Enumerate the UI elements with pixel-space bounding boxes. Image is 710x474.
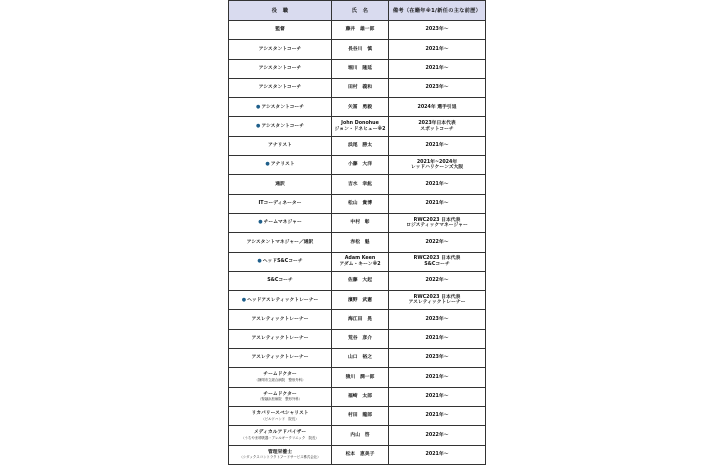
role-cell — [229, 175, 332, 194]
table-row — [229, 291, 486, 310]
role-cell — [229, 387, 332, 406]
name-cell — [332, 213, 389, 232]
role-affiliation: （シダックスコントラクトフードサービス株式会社） — [239, 455, 321, 460]
note-cell — [389, 59, 486, 78]
note-text: 2021年～ — [425, 451, 449, 457]
role-cell — [229, 252, 332, 271]
table-row — [229, 21, 486, 40]
note-text: ロジスティックマネージャー — [406, 223, 468, 229]
table-row — [229, 213, 486, 232]
role-label: アシスタントコーチ — [258, 46, 302, 52]
table-row — [229, 40, 486, 59]
staff-name: 松本 恵美子 — [345, 451, 375, 457]
role-cell — [229, 78, 332, 97]
table-header-row — [229, 1, 486, 21]
note-text: 2022年～ — [425, 432, 449, 438]
note-text: アスレティックトレーナー — [408, 300, 466, 306]
staff-table — [228, 0, 486, 465]
staff-name: 吉水 幸紘 — [348, 181, 372, 187]
note-text: 2023年～ — [425, 27, 449, 33]
table-row — [229, 406, 486, 425]
staff-name: 松山 貴博 — [348, 201, 372, 207]
note-text: 2021年～ — [425, 336, 449, 342]
name-cell — [332, 156, 389, 175]
name-cell — [332, 426, 389, 445]
name-cell — [332, 78, 389, 97]
staff-name: John Donohue — [341, 121, 379, 127]
note-cell — [389, 40, 486, 59]
note-cell — [389, 213, 486, 232]
name-cell — [332, 252, 389, 271]
role-label: アナリスト — [268, 143, 292, 149]
role-label: S&Cコーチ — [267, 278, 293, 284]
note-cell — [389, 156, 486, 175]
note-text: 2021年～ — [425, 143, 449, 149]
table-row — [229, 310, 486, 329]
role-cell — [229, 368, 332, 387]
staff-name: 長谷川 慎 — [348, 46, 372, 52]
staff-name: Adam Keen — [344, 256, 376, 262]
staff-table-body — [229, 21, 486, 465]
name-cell — [332, 194, 389, 213]
staff-name: 猿川 潤一郎 — [345, 374, 375, 380]
new-staff-marker: ● — [258, 219, 263, 226]
role-cell — [229, 349, 332, 368]
new-staff-marker: ● — [241, 296, 247, 303]
header-note: 備考（在籍年※1/新任の主な前歴） — [389, 1, 486, 21]
table-row — [229, 175, 486, 194]
name-cell — [332, 136, 389, 155]
role-label: アシスタントコーチ — [258, 65, 302, 71]
table-row — [229, 387, 486, 406]
role-label: ヘッドアスレティックトレーナー — [247, 297, 319, 303]
role-cell — [229, 233, 332, 252]
note-cell — [389, 98, 486, 117]
role-label: ITコーディネーター — [258, 201, 302, 207]
header-role: 役 職 — [229, 1, 332, 21]
new-staff-marker: ● — [265, 161, 270, 168]
note-text: 2021年～ — [425, 65, 449, 71]
name-cell — [332, 98, 389, 117]
role-cell — [229, 136, 332, 155]
staff-name: ジョン・ドネヒュー※2 — [334, 126, 386, 132]
role-label: アナリスト — [270, 162, 295, 168]
header-name: 氏 名 — [332, 1, 389, 21]
staff-name: 山口 裕之 — [348, 355, 372, 361]
role-affiliation: （聖隷浜松病院 整形外科） — [257, 397, 303, 402]
role-label: 管理栄養士 — [268, 449, 292, 455]
role-cell — [229, 21, 332, 40]
name-cell — [332, 21, 389, 40]
note-text: 2021年～ — [425, 201, 449, 207]
table-row — [229, 252, 486, 271]
name-cell — [332, 387, 389, 406]
note-cell — [389, 271, 486, 290]
role-label: 通訳 — [275, 181, 285, 187]
note-cell — [389, 194, 486, 213]
role-label: メディカルアドバイザー — [253, 430, 307, 436]
role-label: ヘッドS&Cコーチ — [262, 258, 303, 264]
role-label: アシスタントコーチ — [258, 85, 302, 91]
name-cell — [332, 445, 389, 464]
note-cell — [389, 175, 486, 194]
role-label: チームドクター — [263, 391, 297, 397]
table-row — [229, 194, 486, 213]
role-cell — [229, 271, 332, 290]
role-label: アシスタントコーチ — [261, 123, 305, 129]
note-text: 2021年~2024年 — [416, 159, 458, 165]
note-cell — [389, 21, 486, 40]
staff-name: 小藤 大洋 — [348, 162, 372, 168]
role-cell — [229, 291, 332, 310]
staff-name: 荒谷 彦介 — [348, 336, 372, 342]
table-row — [229, 136, 486, 155]
note-text: RWC2023 日本代表 — [413, 256, 461, 262]
note-text: 2023年～ — [425, 85, 449, 91]
name-cell — [332, 175, 389, 194]
role-cell — [229, 329, 332, 348]
role-label: 監督 — [275, 27, 285, 33]
note-text: 2021年～ — [425, 393, 449, 399]
note-cell — [389, 368, 486, 387]
role-label: チームマネジャー — [263, 220, 302, 226]
table-row — [229, 117, 486, 136]
table-row — [229, 233, 486, 252]
note-text: 2021年～ — [425, 181, 449, 187]
table-row — [229, 426, 486, 445]
table-row — [229, 156, 486, 175]
table-row — [229, 368, 486, 387]
table-row — [229, 59, 486, 78]
role-cell — [229, 445, 332, 464]
role-cell — [229, 59, 332, 78]
note-text: スポットコーチ — [420, 126, 454, 132]
note-text: レッドハリケーンズ大阪 — [410, 165, 464, 171]
note-cell — [389, 387, 486, 406]
note-text: 2023年日本代表 — [418, 121, 456, 127]
name-cell — [332, 233, 389, 252]
new-staff-marker: ● — [257, 257, 262, 264]
name-cell — [332, 368, 389, 387]
note-text: 2022年～ — [425, 278, 449, 284]
note-cell — [389, 117, 486, 136]
note-cell — [389, 291, 486, 310]
table-row — [229, 445, 486, 464]
name-cell — [332, 329, 389, 348]
staff-name: 濱野 武憲 — [348, 297, 372, 303]
note-cell — [389, 78, 486, 97]
name-cell — [332, 40, 389, 59]
staff-name: 赤松 魁 — [350, 239, 370, 245]
role-affiliation: （うちやま呼吸器・アレルギークリニック 院長） — [241, 435, 319, 440]
role-label: アスレティックトレーナー — [251, 355, 309, 361]
name-cell — [332, 271, 389, 290]
role-cell — [229, 213, 332, 232]
new-staff-marker: ● — [255, 103, 261, 110]
note-text: RWC2023 日本代表 — [413, 294, 461, 300]
note-cell — [389, 445, 486, 464]
table-row — [229, 349, 486, 368]
name-cell — [332, 310, 389, 329]
role-cell — [229, 117, 332, 136]
note-cell — [389, 426, 486, 445]
staff-name: 村田 龍郎 — [348, 413, 372, 419]
name-cell — [332, 406, 389, 425]
staff-name: 藤井 雄一郎 — [345, 27, 375, 33]
staff-name: 佐藤 大起 — [348, 278, 372, 284]
note-text: 2022年～ — [425, 239, 449, 245]
new-staff-marker: ● — [255, 122, 261, 129]
role-label: アシスタントマネジャー／通訳 — [246, 239, 314, 245]
staff-name: 中村 彰 — [350, 220, 370, 226]
role-cell — [229, 156, 332, 175]
table-row — [229, 78, 486, 97]
name-cell — [332, 117, 389, 136]
note-text: 2023年～ — [425, 316, 449, 322]
role-cell — [229, 40, 332, 59]
staff-name: 海江田 晃 — [348, 316, 372, 322]
note-cell — [389, 349, 486, 368]
role-cell — [229, 406, 332, 425]
role-cell — [229, 194, 332, 213]
note-cell — [389, 310, 486, 329]
note-text: 2021年～ — [425, 413, 449, 419]
note-text: S&Cコーチ — [424, 261, 450, 267]
role-cell — [229, 310, 332, 329]
note-cell — [389, 329, 486, 348]
role-label: アスレティックトレーナー — [251, 316, 309, 322]
role-label: チームドクター — [263, 372, 297, 378]
table-row — [229, 329, 486, 348]
staff-name: アダム・キーン※2 — [339, 261, 381, 267]
note-text: 2021年～ — [425, 46, 449, 52]
table-row — [229, 98, 486, 117]
note-cell — [389, 252, 486, 271]
note-text: 2021年～ — [425, 374, 449, 380]
role-cell — [229, 98, 332, 117]
staff-name: 福崎 太郎 — [348, 393, 372, 399]
role-label: リカバリースペシャリスト — [251, 411, 309, 417]
role-label: アスレティックトレーナー — [251, 336, 309, 342]
note-cell — [389, 406, 486, 425]
staff-name: 浜尾 勝太 — [348, 143, 372, 149]
role-cell — [229, 426, 332, 445]
staff-name: 内山 啓 — [350, 432, 370, 438]
staff-name: 堀川 隆延 — [348, 65, 372, 71]
staff-name: 矢冨 勇毅 — [348, 104, 372, 110]
note-text: 2023年～ — [425, 355, 449, 361]
name-cell — [332, 291, 389, 310]
role-label: アシスタントコーチ — [261, 104, 305, 110]
note-cell — [389, 136, 486, 155]
table-row — [229, 271, 486, 290]
note-text: RWC2023 日本代表 — [413, 217, 461, 223]
name-cell — [332, 59, 389, 78]
role-affiliation: （ビルドハンド 院長） — [261, 416, 299, 421]
role-affiliation: （静岡市立総合病院 整形外科） — [254, 378, 306, 383]
name-cell — [332, 349, 389, 368]
note-cell — [389, 233, 486, 252]
staff-name: 田村 義和 — [348, 85, 372, 91]
note-text: 2024年 選手引退 — [417, 104, 457, 110]
